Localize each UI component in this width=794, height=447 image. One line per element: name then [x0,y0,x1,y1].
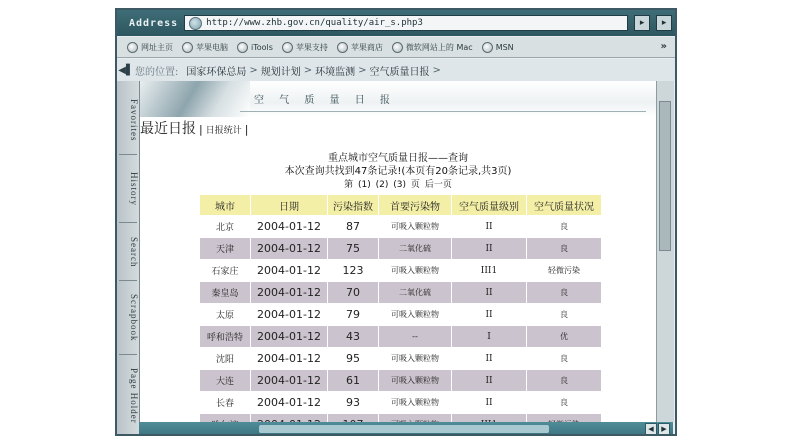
link-icon [482,42,493,53]
stats-link[interactable]: 日报统计 [205,126,242,136]
link-apple[interactable] [182,42,228,53]
cell-city: 沈阳 [200,348,251,370]
cell-status: 良 [527,282,602,304]
cell-index: 61 [328,370,379,392]
breadcrumb-separator: > [358,64,367,76]
more-links-chevron-icon[interactable]: » [660,41,667,52]
col-pollutant: 首要污染物 [379,195,452,216]
cell-pollutant: 可吸入颗粒物 [379,348,452,370]
cell-index: 75 [328,238,379,260]
cell-level: II [452,304,527,326]
cell-level: III1 [452,260,527,282]
vertical-scrollbar[interactable] [656,81,674,422]
cell-status: 良 [527,348,602,370]
breadcrumb-item-monitoring[interactable]: 环境监测 [315,66,356,78]
tab-page-holder[interactable]: Page Holder [129,368,139,424]
url-text[interactable]: http://www.zhb.gov.cn/quality/air_s.php3 [206,18,423,28]
table-row [200,304,602,326]
col-city: 城市 [200,195,251,216]
link-label: iTools [251,42,273,52]
col-level: 空气质量级别 [452,195,527,216]
links-bar [117,37,675,58]
cell-status: 轻微污染 [527,260,602,282]
table-header-row [200,195,602,216]
cell-city: 呼和浩特 [200,326,251,348]
link-icon [282,42,293,53]
col-index: 污染指数 [328,195,379,216]
cell-date: 2004-01-12 [251,392,328,414]
cell-level: II [452,370,527,392]
breadcrumb-trail [135,63,442,78]
breadcrumb [117,59,675,81]
table-row [200,370,602,392]
breadcrumb-separator: > [432,64,441,76]
address-label: Address [129,17,179,29]
cell-index: 79 [328,304,379,326]
cell-status: 良 [527,370,602,392]
cell-index: 93 [328,392,379,414]
cell-level: II [452,392,527,414]
cell-index: 70 [328,282,379,304]
link-icon [182,42,193,53]
cell-level: I [452,326,527,348]
cell-date: 2004-01-12 [251,238,328,260]
cell-city: 大连 [200,370,251,392]
link-apple-support[interactable] [282,42,328,53]
table-body [200,216,602,436]
cell-city: 秦皇岛 [200,282,251,304]
address-field[interactable] [184,15,628,31]
link-apple-store[interactable] [337,42,383,53]
tab-favorites[interactable]: Favorites [129,98,139,142]
breadcrumb-item-sepa[interactable]: 国家环保总局 [186,66,247,78]
cell-level: II [452,348,527,370]
cell-pollutant: 可吸入颗粒物 [379,260,452,282]
cell-date: 2004-01-12 [251,326,328,348]
cell-level: II [452,216,527,238]
table-row [200,260,602,282]
pager-prefix: 第 [344,180,354,190]
table-row [200,238,602,260]
cell-pollutant: 可吸入颗粒物 [379,304,452,326]
breadcrumb-separator: > [303,64,313,76]
link-icon [337,42,348,53]
section-header [140,118,251,138]
air-quality-table [199,194,602,436]
horizontal-scrollbar[interactable] [139,422,673,436]
cell-city: 长春 [200,392,251,414]
cell-index: 123 [328,260,379,282]
address-bar [117,10,675,36]
tab-divider [119,280,137,281]
cell-index: 95 [328,348,379,370]
table-row [200,282,602,304]
col-status: 空气质量状况 [527,195,602,216]
cell-date: 2004-01-12 [251,260,328,282]
cell-city: 石家庄 [200,260,251,282]
col-date: 日期 [251,195,328,216]
link-label: 苹果电脑 [196,42,228,52]
cell-level: II [452,238,527,260]
cell-index: 87 [328,216,379,238]
link-label: MSN [495,42,514,52]
banner-title: 空 气 质 量 日 报 [254,95,396,106]
link-label: 微软网站上的 Mac [405,42,473,52]
go-arrow-icon-2[interactable]: ▸ [656,15,672,31]
scroll-right-icon[interactable]: ▶ [658,423,670,435]
link-icon [237,42,248,53]
browser-window [115,8,677,436]
cell-date: 2004-01-12 [251,370,328,392]
pager-page-word: 页 [410,180,420,190]
cell-city: 北京 [200,216,251,238]
page-banner [140,81,656,117]
tab-search[interactable]: Search [129,236,139,268]
link-home[interactable] [127,42,173,53]
table-row [200,348,602,370]
cell-status: 良 [527,304,602,326]
breadcrumb-separator: > [249,64,258,76]
query-summary: 本次查询共找到47条记录!(本页有20条记录,共3页) [284,166,512,177]
cell-status: 良 [527,216,602,238]
breadcrumb-item-planning[interactable]: 规划计划 [260,66,301,78]
link-icon [127,42,138,53]
cell-date: 2004-01-12 [251,282,328,304]
go-arrow-icon[interactable]: ▸ [634,15,650,31]
link-mac-ms[interactable] [392,42,473,53]
cell-pollutant: 可吸入颗粒物 [379,370,452,392]
table-row [200,326,602,348]
breadcrumb-prefix: 您的位置: [135,66,179,78]
cell-date: 2004-01-12 [251,304,328,326]
cell-pollutant: 二氧化硫 [379,282,452,304]
pagination [140,177,656,190]
link-icon [392,42,403,53]
link-label: 苹果商店 [350,42,383,52]
cell-pollutant: 可吸入颗粒物 [379,392,452,414]
cell-date: 2004-01-12 [251,216,328,238]
cell-level: II [452,282,527,304]
cell-pollutant: -- [379,326,452,348]
section-separator: | [199,123,203,136]
page-link-1[interactable]: (1) [358,180,371,190]
page-content [140,81,656,436]
table-row [200,392,602,414]
page-icon [189,17,202,30]
link-label: 苹果支持 [295,42,328,52]
tab-divider [119,354,137,355]
page-link-2[interactable]: (2) [375,180,389,190]
link-itools[interactable] [237,42,273,53]
query-title: 重点城市空气质量日报——查询 [328,153,468,164]
tab-divider [119,222,137,223]
breadcrumb-item-air-quality[interactable]: 空气质量日报 [369,66,430,78]
link-msn[interactable] [482,42,514,53]
side-tab-strip [117,81,140,436]
cell-pollutant: 二氧化硫 [379,238,452,260]
cell-status: 良 [527,238,602,260]
page-link-3[interactable]: (3) [393,180,407,190]
tab-divider [119,154,137,155]
sidebar-toggle-icon[interactable]: ◀▌ [118,64,134,76]
next-page-link[interactable]: 后一页 [424,180,452,190]
cell-pollutant: 可吸入颗粒物 [379,216,452,238]
link-label: 网址主页 [141,42,173,52]
horizontal-scroll-thumb[interactable] [259,425,549,433]
banner-image [140,81,250,117]
cell-city: 天津 [200,238,251,260]
vertical-scroll-thumb[interactable] [659,101,671,251]
cell-city: 太原 [200,304,251,326]
table-row [200,216,602,238]
section-title[interactable]: 最近日报 [140,121,196,137]
section-separator: | [244,123,249,136]
banner-divider [240,111,646,112]
tab-history[interactable]: History [129,172,139,206]
cell-status: 良 [527,392,602,414]
tab-scrapbook[interactable]: Scrapbook [129,294,139,342]
cell-status: 优 [527,326,602,348]
cell-index: 43 [328,326,379,348]
cell-date: 2004-01-12 [251,348,328,370]
scroll-left-icon[interactable]: ◀ [645,423,657,435]
